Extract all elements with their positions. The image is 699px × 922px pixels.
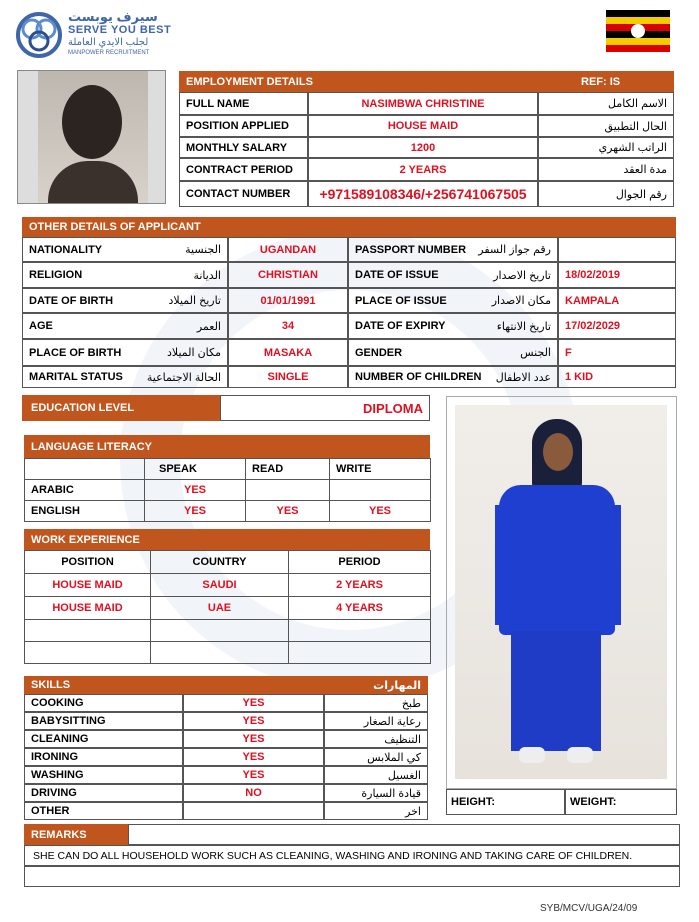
other-left-value: 01/01/1991 <box>228 288 348 313</box>
other-details-header: OTHER DETAILS OF APPLICANT <box>22 217 348 237</box>
work-country: UAE <box>151 597 289 620</box>
other-right-value <box>558 237 676 262</box>
skill-arabic-label: رعاية الصغار <box>324 712 428 730</box>
employment-value: +971589108346/+256741067505 <box>308 181 538 207</box>
col-period: PERIOD <box>289 551 431 574</box>
other-left-value: CHRISTIAN <box>228 262 348 288</box>
employment-value: 2 YEARS <box>308 158 538 181</box>
other-left-label: RELIGION الديانة <box>22 262 228 288</box>
skill-value: YES <box>183 766 324 784</box>
skill-value: YES <box>183 748 324 766</box>
other-details-header-right <box>348 217 676 237</box>
skill-value: YES <box>183 694 324 712</box>
col-position: POSITION <box>25 551 151 574</box>
logo-arabic-name: سيرف يوبست <box>68 9 158 24</box>
work-position <box>25 642 151 664</box>
other-left-label: DATE OF BIRTH تاريخ الميلاد <box>22 288 228 313</box>
employment-header: EMPLOYMENT DETAILS <box>179 71 576 92</box>
employment-label: MONTHLY SALARY <box>179 137 308 158</box>
skill-label: COOKING <box>24 694 183 712</box>
skill-value: YES <box>183 730 324 748</box>
language-speak: YES <box>145 501 246 522</box>
remarks-text: SHE CAN DO ALL HOUSEHOLD WORK SUCH AS CLEANING, WASHING AND IRONING AND TAKING CARE OF CHILDREN. <box>24 845 680 866</box>
employment-label: CONTRACT PERIOD <box>179 158 308 181</box>
employment-value: 1200 <box>308 137 538 158</box>
employment-arabic-label: رقم الجوال <box>538 181 674 207</box>
other-right-value: KAMPALA <box>558 288 676 313</box>
work-header-right <box>227 529 430 550</box>
work-period <box>289 620 431 642</box>
work-position: HOUSE MAID <box>25 597 151 620</box>
other-left-value: 34 <box>228 313 348 339</box>
language-header: LANGUAGE LITERACY <box>24 435 245 458</box>
work-country <box>151 642 289 664</box>
remarks-label: REMARKS <box>24 824 128 845</box>
language-name: ENGLISH <box>25 501 145 522</box>
skill-value <box>183 802 324 820</box>
employment-value: HOUSE MAID <box>308 115 538 137</box>
full-length-photo <box>446 396 677 789</box>
company-logo <box>16 10 186 60</box>
language-read <box>246 480 330 501</box>
logo-subtitle: MANPOWER RECRUITMENT <box>68 50 150 56</box>
skills-header-ar: المهارات <box>248 676 428 694</box>
work-table <box>24 550 431 664</box>
employment-label: FULL NAME <box>179 92 308 115</box>
other-left-label: MARITAL STATUS الحالة الاجتماعية <box>22 366 228 388</box>
other-right-value: 17/02/2029 <box>558 313 676 339</box>
weight-field: WEIGHT: <box>565 789 677 815</box>
language-write <box>330 480 431 501</box>
work-country <box>151 620 289 642</box>
other-right-value: 1 KID <box>558 366 676 388</box>
other-right-label: GENDER الجنس <box>348 339 558 366</box>
skills-header: SKILLS <box>24 676 248 694</box>
work-period <box>289 642 431 664</box>
other-right-label: DATE OF EXPIRY تاريخ الانتهاء <box>348 313 558 339</box>
language-header-right <box>245 435 430 458</box>
skill-value: NO <box>183 784 324 802</box>
education-label: EDUCATION LEVEL <box>22 395 220 421</box>
uganda-flag <box>606 10 670 52</box>
other-left-label: AGE العمر <box>22 313 228 339</box>
employment-arabic-label: مدة العقد <box>538 158 674 181</box>
language-write: YES <box>330 501 431 522</box>
other-left-label: NATIONALITY الجنسية <box>22 237 228 262</box>
language-read: YES <box>246 501 330 522</box>
language-speak: YES <box>145 480 246 501</box>
employment-label: POSITION APPLIED <box>179 115 308 137</box>
other-right-value: F <box>558 339 676 366</box>
other-left-value: MASAKA <box>228 339 348 366</box>
other-right-label: PLACE OF ISSUE مكان الاصدار <box>348 288 558 313</box>
col-read: READ <box>246 459 330 480</box>
other-right-label: PASSPORT NUMBER رقم جواز السفر <box>348 237 558 262</box>
height-field: HEIGHT: <box>446 789 565 815</box>
work-country: SAUDI <box>151 574 289 597</box>
col-speak: SPEAK <box>145 459 246 480</box>
education-value: DIPLOMA <box>220 395 430 421</box>
remarks-blank <box>24 866 680 887</box>
skill-label: WASHING <box>24 766 183 784</box>
other-right-label: DATE OF ISSUE تاريخ الاصدار <box>348 262 558 288</box>
skill-label: DRIVING <box>24 784 183 802</box>
col-write: WRITE <box>330 459 431 480</box>
work-period: 2 YEARS <box>289 574 431 597</box>
skill-label: OTHER <box>24 802 183 820</box>
logo-english-name: SERVE YOU BEST <box>68 24 172 36</box>
employment-label: CONTACT NUMBER <box>179 181 308 207</box>
skill-label: CLEANING <box>24 730 183 748</box>
employment-value: NASIMBWA CHRISTINE <box>308 92 538 115</box>
language-table <box>24 458 431 522</box>
skill-label: BABYSITTING <box>24 712 183 730</box>
employment-arabic-label: الراتب الشهري <box>538 137 674 158</box>
language-col-blank <box>25 459 145 480</box>
other-right-label: NUMBER OF CHILDREN عدد الاطفال <box>348 366 558 388</box>
work-header: WORK EXPERIENCE <box>24 529 227 550</box>
logo-icon <box>16 12 62 58</box>
document-code: SYB/MCV/UGA/24/09 <box>540 903 638 914</box>
col-country: COUNTRY <box>151 551 289 574</box>
employment-arabic-label: الحال التطبيق <box>538 115 674 137</box>
other-left-label: PLACE OF BIRTH مكان الميلاد <box>22 339 228 366</box>
employment-arabic-label: الاسم الكامل <box>538 92 674 115</box>
ref-label: REF: IS <box>576 71 674 92</box>
skill-arabic-label: طبخ <box>324 694 428 712</box>
language-name: ARABIC <box>25 480 145 501</box>
other-left-value: UGANDAN <box>228 237 348 262</box>
skill-arabic-label: كي الملابس <box>324 748 428 766</box>
other-right-value: 18/02/2019 <box>558 262 676 288</box>
skill-arabic-label: اخر <box>324 802 428 820</box>
skill-arabic-label: قيادة السيارة <box>324 784 428 802</box>
skill-label: IRONING <box>24 748 183 766</box>
work-period: 4 YEARS <box>289 597 431 620</box>
remarks-header-blank <box>128 824 680 845</box>
passport-photo <box>17 70 166 204</box>
other-left-value: SINGLE <box>228 366 348 388</box>
skill-value: YES <box>183 712 324 730</box>
skill-arabic-label: الغسيل <box>324 766 428 784</box>
logo-arabic-sub: لجلب الايدي العاملة <box>68 37 149 48</box>
skill-arabic-label: التنظيف <box>324 730 428 748</box>
work-position: HOUSE MAID <box>25 574 151 597</box>
work-position <box>25 620 151 642</box>
